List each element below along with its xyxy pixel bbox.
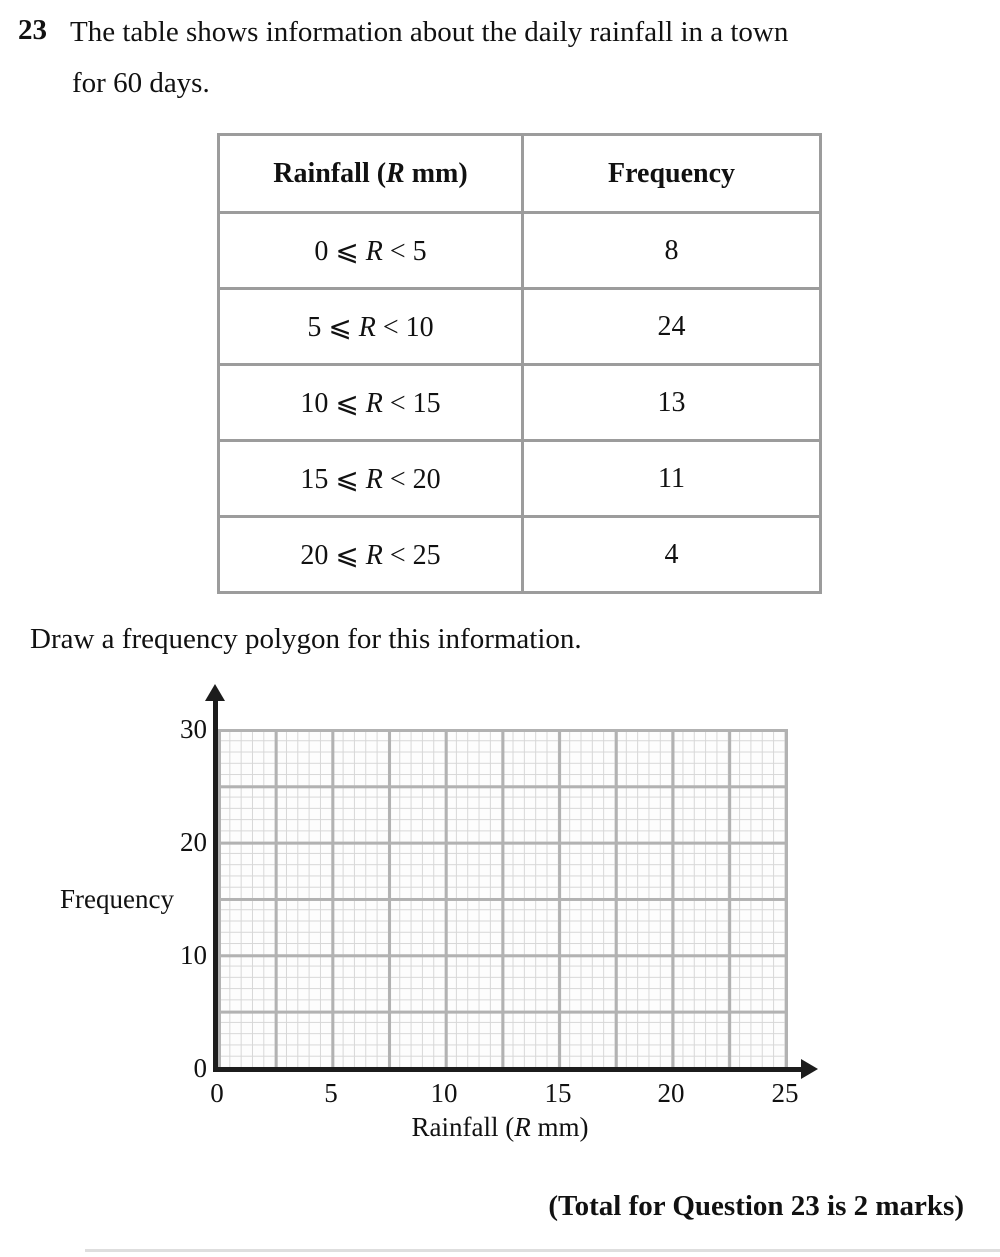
x-axis-arrow-icon <box>801 1059 818 1079</box>
interval-var: R <box>365 235 383 267</box>
chart-grid <box>218 729 788 1067</box>
frequency-cell: 24 <box>523 289 821 365</box>
interval-var: R <box>358 311 376 343</box>
x-axis-title-pre: Rainfall ( <box>411 1112 515 1142</box>
interval-pre: 20 ⩽ <box>300 539 366 571</box>
interval-var: R <box>365 539 383 571</box>
interval-var: R <box>365 387 383 419</box>
x-tick-5: 5 <box>324 1078 338 1108</box>
y-tick-30: 30 <box>180 714 207 744</box>
interval-pre: 15 ⩽ <box>300 463 366 495</box>
table-row <box>219 365 821 441</box>
interval-post: < 15 <box>382 387 441 419</box>
x-axis-title <box>350 1112 650 1143</box>
interval-post: < 20 <box>382 463 441 495</box>
frequency-cell: 8 <box>523 213 821 289</box>
rainfall-header-cell <box>219 135 523 213</box>
draw-instruction: Draw a frequency polygon for this information. <box>30 623 582 655</box>
header-rainfall-var: R <box>386 157 405 189</box>
y-tick-0: 0 <box>193 1053 207 1083</box>
rainfall-frequency-table <box>217 133 822 594</box>
frequency-cell: 11 <box>523 441 821 517</box>
rainfall-interval-cell <box>219 289 523 365</box>
x-tick-0: 0 <box>210 1078 224 1108</box>
interval-pre: 0 ⩽ <box>314 235 366 267</box>
question-text-line1: The table shows information about the daily rainfall in a town <box>70 16 789 48</box>
frequency-cell: 13 <box>523 365 821 441</box>
frequency-cell: 4 <box>523 517 821 593</box>
interval-pre: 5 ⩽ <box>307 311 359 343</box>
header-rainfall-post: mm) <box>404 157 468 189</box>
table-row <box>219 441 821 517</box>
x-axis-title-var: R <box>514 1112 531 1142</box>
question-separator-rule <box>85 1249 1000 1252</box>
frequency-header-cell: Frequency <box>523 135 821 213</box>
interval-post: < 25 <box>382 539 441 571</box>
table-row <box>219 517 821 593</box>
x-tick-25: 25 <box>771 1078 799 1108</box>
question-number: 23 <box>18 14 47 46</box>
y-axis-line <box>213 699 218 1072</box>
table-row <box>219 289 821 365</box>
y-axis-arrow-icon <box>205 684 225 701</box>
x-tick-20: 20 <box>657 1078 685 1108</box>
interval-var: R <box>365 463 383 495</box>
x-axis-line <box>213 1067 805 1072</box>
y-tick-10: 10 <box>180 940 207 970</box>
interval-post: < 5 <box>382 235 427 267</box>
y-tick-20: 20 <box>180 827 207 857</box>
table-header-row <box>219 135 821 213</box>
interval-post: < 10 <box>375 311 434 343</box>
question-text-line2: for 60 days. <box>72 67 210 99</box>
y-axis-title: Frequency <box>60 884 174 914</box>
interval-pre: 10 ⩽ <box>300 387 366 419</box>
rainfall-interval-cell <box>219 213 523 289</box>
total-marks-line: (Total for Question 23 is 2 marks) <box>548 1190 964 1222</box>
rainfall-interval-cell <box>219 517 523 593</box>
table-row <box>219 213 821 289</box>
x-tick-15: 15 <box>544 1078 572 1108</box>
x-axis-title-post: mm) <box>530 1112 589 1142</box>
rainfall-interval-cell <box>219 365 523 441</box>
x-tick-10: 10 <box>430 1078 458 1108</box>
header-rainfall-pre: Rainfall ( <box>273 157 387 189</box>
rainfall-interval-cell <box>219 441 523 517</box>
